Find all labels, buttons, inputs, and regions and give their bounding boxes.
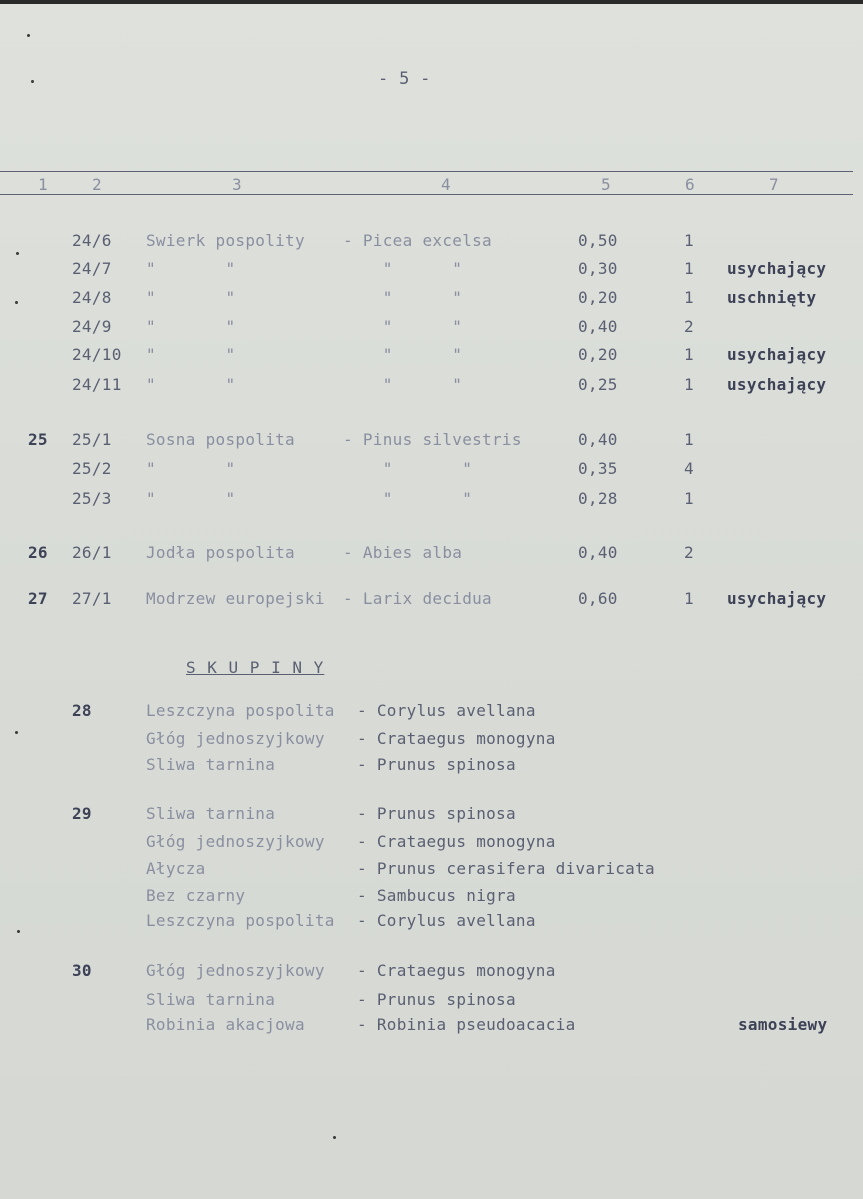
group-latin-name: - Prunus cerasifera divaricata [357,859,655,878]
row-count: 2 [684,317,694,336]
row-latin-name: - Larix decidua [343,589,492,608]
row-note: uschnięty [727,288,817,307]
group-latin-name: - Prunus spinosa [357,804,516,823]
row-count: 1 [684,231,694,250]
row-note: usychający [727,375,827,394]
row-diameter: 0,50 [578,231,618,250]
header-rule-bottom [0,194,853,195]
group-latin-name: - Sambucus nigra [357,886,516,905]
row-diameter: 0,30 [578,259,618,278]
row-polish-name: " " [146,489,236,508]
row-count: 1 [684,288,694,307]
page-number: - 5 - [378,69,431,89]
row-latin-name: " " [343,375,463,394]
header-col-1: 1 [38,175,48,194]
row-subnumber: 24/9 [72,317,112,336]
margin-speck [17,930,20,933]
row-subnumber: 25/1 [72,430,112,449]
row-diameter: 0,40 [578,543,618,562]
row-count: 1 [684,375,694,394]
margin-speck [31,80,34,83]
group-latin-name: - Crataegus monogyna [357,961,556,980]
margin-speck [15,731,18,734]
row-latin-name: " " [343,459,473,478]
row-latin-name: - Abies alba [343,543,463,562]
row-diameter: 0,28 [578,489,618,508]
header-col-2: 2 [92,175,102,194]
group-number: 30 [72,961,92,980]
row-latin-name: " " [343,345,463,364]
group-latin-name: - Crataegus monogyna [357,729,556,748]
group-latin-name: - Corylus avellana [357,701,536,720]
group-polish-name: Głóg jednoszyjkowy [146,729,325,748]
row-latin-name: - Pinus silvestris [343,430,522,449]
row-polish-name: " " [146,317,236,336]
row-latin-name: - Picea excelsa [343,231,492,250]
row-number: 26 [28,543,48,562]
row-note: usychający [727,345,827,364]
row-count: 1 [684,345,694,364]
group-polish-name: Głóg jednoszyjkowy [146,832,325,851]
group-polish-name: Sliwa tarnina [146,990,276,1009]
row-subnumber: 26/1 [72,543,112,562]
margin-speck [333,1136,336,1139]
group-latin-name: - Crataegus monogyna [357,832,556,851]
row-polish-name: " " [146,375,236,394]
row-polish-name: " " [146,259,236,278]
row-number: 25 [28,430,48,449]
row-diameter: 0,35 [578,459,618,478]
group-latin-name: - Corylus avellana [357,911,536,930]
group-number: 29 [72,804,92,823]
group-polish-name: Sliwa tarnina [146,755,276,774]
row-polish-name: Modrzew europejski [146,589,325,608]
row-diameter: 0,25 [578,375,618,394]
header-col-5: 5 [601,175,611,194]
row-count: 2 [684,543,694,562]
group-latin-name: - Prunus spinosa [357,755,516,774]
group-polish-name: Leszczyna pospolita [146,911,335,930]
skupiny-title: S K U P I N Y [186,658,325,677]
group-polish-name: Bez czarny [146,886,246,905]
group-polish-name: Leszczyna pospolita [146,701,335,720]
row-note: usychający [727,259,827,278]
row-diameter: 0,20 [578,288,618,307]
margin-speck [16,252,19,255]
row-latin-name: " " [343,489,473,508]
row-subnumber: 24/11 [72,375,122,394]
row-diameter: 0,20 [578,345,618,364]
row-subnumber: 24/6 [72,231,112,250]
row-count: 1 [684,259,694,278]
group-number: 28 [72,701,92,720]
row-diameter: 0,40 [578,317,618,336]
header-col-4: 4 [441,175,451,194]
margin-speck [15,301,18,304]
margin-speck [27,34,30,37]
row-polish-name: " " [146,288,236,307]
row-polish-name: Sosna pospolita [146,430,295,449]
header-col-3: 3 [232,175,242,194]
row-subnumber: 24/7 [72,259,112,278]
row-count: 4 [684,459,694,478]
row-count: 1 [684,430,694,449]
row-subnumber: 25/3 [72,489,112,508]
row-count: 1 [684,489,694,508]
row-note: usychający [727,589,827,608]
row-diameter: 0,40 [578,430,618,449]
row-polish-name: Jodła pospolita [146,543,295,562]
header-col-6: 6 [685,175,695,194]
group-polish-name: Sliwa tarnina [146,804,276,823]
row-subnumber: 25/2 [72,459,112,478]
row-polish-name: " " [146,459,236,478]
row-count: 1 [684,589,694,608]
group-latin-name: - Prunus spinosa [357,990,516,1009]
group-note: samosiewy [738,1015,828,1034]
row-latin-name: " " [343,317,463,336]
row-polish-name: Swierk pospolity [146,231,305,250]
row-latin-name: " " [343,259,463,278]
row-diameter: 0,60 [578,589,618,608]
row-subnumber: 27/1 [72,589,112,608]
group-polish-name: Robinia akacjowa [146,1015,305,1034]
group-latin-name: - Robinia pseudoacacia [357,1015,576,1034]
row-latin-name: " " [343,288,463,307]
group-polish-name: Głóg jednoszyjkowy [146,961,325,980]
header-col-7: 7 [769,175,779,194]
group-polish-name: Ałycza [146,859,206,878]
row-subnumber: 24/8 [72,288,112,307]
row-subnumber: 24/10 [72,345,122,364]
row-number: 27 [28,589,48,608]
row-polish-name: " " [146,345,236,364]
header-rule-top [0,171,853,172]
